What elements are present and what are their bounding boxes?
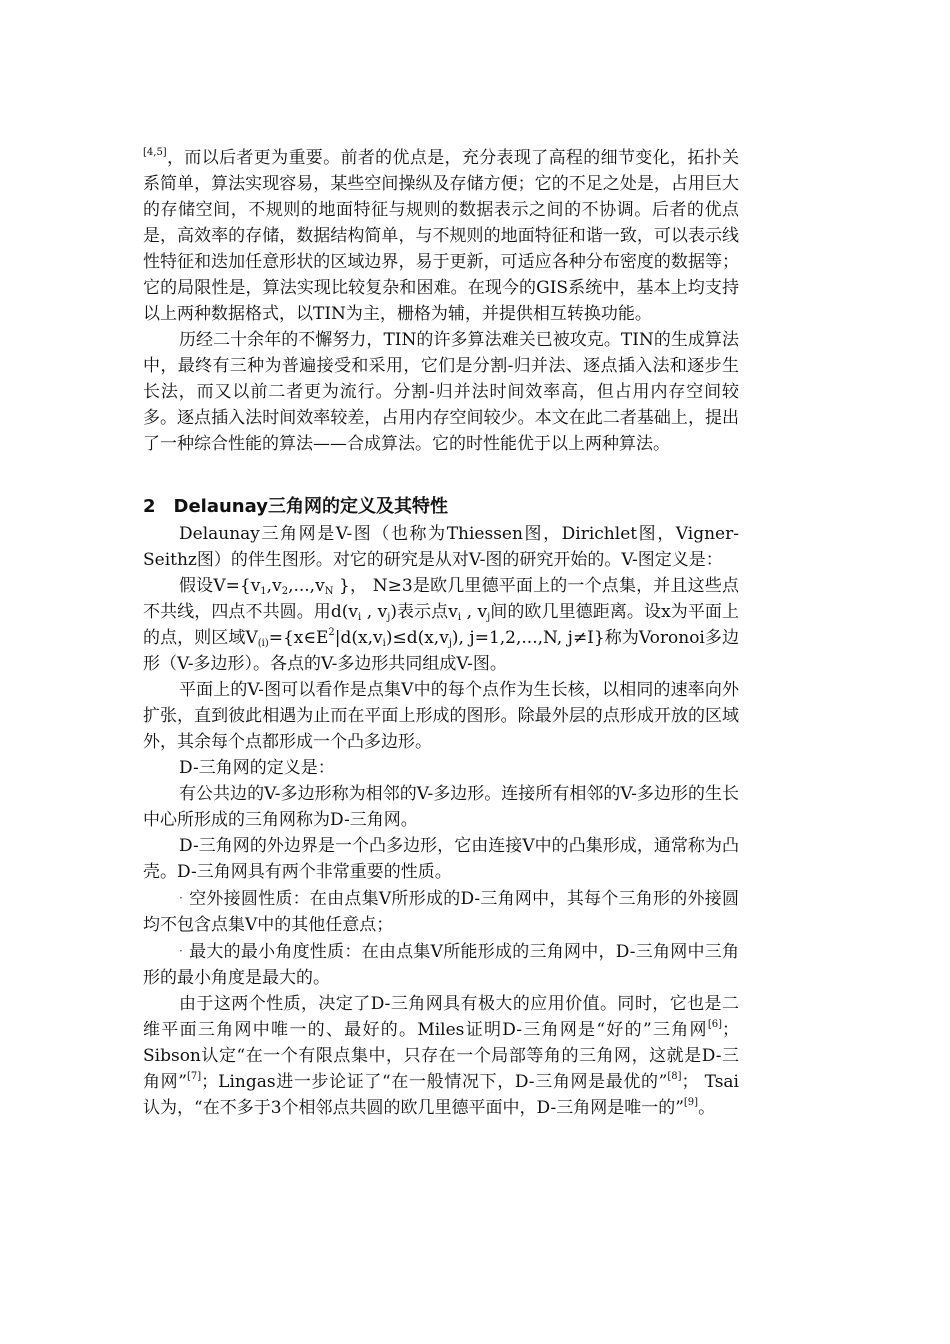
bullet-icon: · [179, 891, 183, 905]
citation-ref: [7] [186, 1071, 202, 1082]
math-var: v [448, 602, 458, 622]
math-var: v [377, 602, 388, 622]
math-var: v [477, 602, 488, 622]
paragraph-delaunay-intro: Delaunay三角网是V-图（也称为Thiessen图，Dirichlet图，Vigner-Seithz图）的伴生图形。对它的研究是从对V-图的研究开始的。V-图定义是： [143, 524, 739, 570]
text-run: ), j=1,2,...,N, j≠I}称为Voronoi多边形（V-多边形）。各点的V-多边形共同组成V-图。 [143, 628, 740, 674]
section-heading [143, 493, 739, 521]
text-run: , [361, 602, 378, 622]
math-var: V [245, 628, 258, 648]
bullet-max-min-angle [143, 938, 739, 991]
text-run: 由于这两个性质，决定了D-三角网具有极大的应用价值。同时，它也是二维平面三角网中唯一的、最好的。Miles证明D-三角网是“好的”三角网 [143, 994, 739, 1040]
citation-ref: [8] [667, 1071, 682, 1082]
paragraph-grid-tin-comparison [143, 145, 739, 327]
paragraph-delaunay-value [143, 991, 739, 1121]
section-title: Delaunay三角网的定义及其特性 [173, 496, 448, 517]
spacer [143, 457, 739, 479]
text-run: ={x∈ [268, 628, 316, 648]
paragraph-voronoi-definition [143, 573, 739, 677]
math-sub: j [387, 612, 391, 623]
text-run: 间的欧几里德距离。设x为平面上的点，则区域 [143, 602, 739, 648]
text-run: 假设V={ [179, 576, 251, 596]
paragraph-text: ，而以后者更为重要。前者的优点是，充分表现了高程的细节变化，拓扑关系简单，算法实现容易，某些空间操纵及存储方便；它的不足之处是，占用巨大的存储空间，不规则的地面特征与规则的数据表示之间的不协调。后者的优点是，高效率的存储，数据结构简单，与不规则的地面特征和谐一致，可以表示线性特征和迭加任意形状的区域边界，易于更新，可适应各种分布密度的数据等；它的局限性是，算法实现比较复杂和困难。在现今的GIS系统中，基本上均支持以上两种数据格式，以TIN为主，栅格为辅，并提供相互转换功能。 [143, 148, 739, 324]
math-var: v [373, 628, 383, 648]
math-sup: 2 [328, 627, 335, 638]
math-sub: (i) [257, 638, 269, 649]
text-run: }， N≥3是欧几里德平面上的一个点集，并且这些点不共线，四点不共圆。用d( [143, 576, 739, 622]
paragraph-dtriangle-definition-lead: D-三角网的定义是： [179, 758, 335, 778]
math-sub: i [358, 612, 362, 623]
bullet-empty-circumcircle [143, 885, 739, 938]
math-sub: N [324, 586, 334, 597]
paragraph-dtriangle-definition: 有公共边的V-多边形称为相邻的V-多边形。连接所有相邻的V-多边形的生长中心所形成的三角网称为D-三角网。 [143, 784, 739, 830]
text-run: ；Lingas进一步论证了“在一般情况下，D-三角网是最优的” [201, 1072, 668, 1092]
math-sub: i [382, 638, 386, 649]
math-sub: j [448, 638, 452, 649]
math-var: E [315, 628, 329, 648]
paragraph-convex-hull: D-三角网的外边界是一个凸多边形，它由连接V中的凸集形成，通常称为凸壳。D-三角网具有两个非常重要的性质。 [143, 836, 739, 882]
document-page [143, 145, 739, 1121]
math-sub: 1 [260, 586, 267, 597]
bullet-text: 最大的最小角度性质：在由点集V所能形成的三角网中，D-三角网中三角形的最小角度是最大的。 [143, 942, 739, 988]
bullet-icon: · [179, 944, 183, 958]
citation-ref: [6] [707, 1019, 722, 1030]
math-sub: j [487, 612, 491, 623]
text-run: |d(x, [334, 628, 373, 648]
section-number: 2 [143, 496, 156, 517]
math-var: v [439, 628, 449, 648]
text-run: ,..., [288, 576, 316, 596]
text-run: , [461, 602, 478, 622]
paragraph-tin-algorithms: 历经二十余年的不懈努力，TIN的许多算法难关已被攻克。TIN的生成算法中，最终有三种为普遍接受和采用，它们是分割-归并法、逐点插入法和逐步生长法，而又以前二者更为流行。分割-归并法时间效率高，但占用内存空间较多。逐点插入法时间效率较差，占用内存空间较少。本文在此二者基础上，提出了一种综合性能的算法——合成算法。它的时性能优于以上两种算法。 [143, 330, 739, 454]
text-run: , [266, 576, 273, 596]
citation-ref: [4,5] [143, 147, 167, 158]
math-var: v [315, 576, 325, 596]
citation-ref: [9] [683, 1097, 699, 1108]
math-var: v [348, 602, 359, 622]
math-sub: i [457, 612, 462, 623]
text-run: 。 [698, 1098, 716, 1118]
text-run: ；Sibson认定“在一个有限点集中，只存在一个局部等角的三角网，这就是D-三角网” [143, 1020, 739, 1092]
math-sub: 2 [281, 586, 289, 597]
math-var: v [272, 576, 282, 596]
paragraph-voronoi-growth: 平面上的V-图可以看作是点集V中的每个点作为生长核，以相同的速率向外扩张，直到彼此相遇为止而在平面上形成的图形。除最外层的点形成开放的区域外，其余每个点都形成一个凸多边形。 [143, 680, 739, 752]
text-run: ； Tsai认为，“在不多于3个相邻点共圆的欧几里德平面中，D-三角网是唯一的” [143, 1072, 739, 1118]
text-run: )表示点 [390, 602, 449, 622]
math-var: v [250, 576, 261, 596]
text-run: )≤d(x, [385, 628, 440, 648]
bullet-text: 空外接圆性质：在由点集V所形成的D-三角网中，其每个三角形的外接圆均不包含点集V中的其他任意点； [143, 889, 739, 935]
